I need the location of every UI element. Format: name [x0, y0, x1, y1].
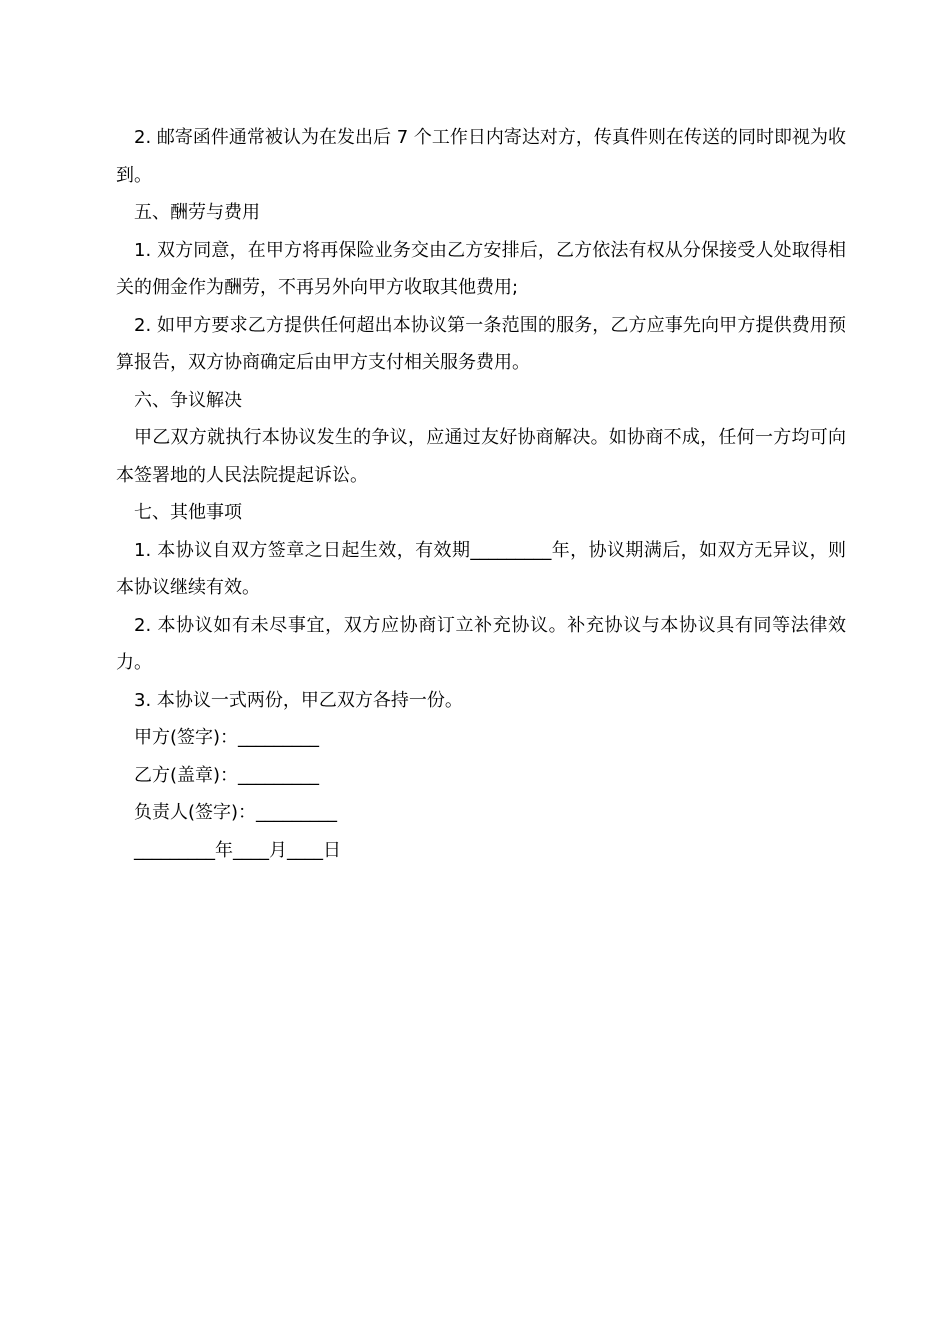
signature-party-b: 乙方(盖章)：_________ — [134, 764, 320, 786]
section-heading-other: 七、其他事项 — [134, 502, 242, 523]
section-heading-remuneration: 五、酬劳与费用 — [134, 202, 260, 223]
section-heading-dispute: 六、争议解决 — [134, 389, 242, 411]
clause-validity: 1. 本协议自双方签章之日起生效，有效期_________年，协议期满后，如双方无异议，则本协议继续有效。 — [116, 539, 846, 598]
clause-supplement: 2. 本协议如有未尽事宜，双方应协商订立补充协议。补充协议与本协议具有同等法律效力。 — [116, 614, 846, 673]
clause-commission: 1. 双方同意，在甲方将再保险业务交由乙方安排后，乙方依法有权从分保接受人处取得相关的佣金作为酬劳，不再另外向甲方收取其他费用; — [116, 239, 846, 298]
clause-dispute-resolution: 甲乙双方就执行本协议发生的争议，应通过友好协商解决。如协商不成，任何一方均可向本签署地的人民法院提起诉讼。 — [116, 427, 846, 486]
clause-extra-services: 2. 如甲方要求乙方提供任何超出本协议第一条范围的服务，乙方应事先向甲方提供费用预算报告，双方协商确定后由甲方支付相关服务费用。 — [116, 314, 846, 373]
signature-responsible-person: 负责人(签字)：_________ — [134, 802, 338, 823]
signature-party-a: 甲方(签字)：_________ — [134, 727, 320, 748]
document-body — [116, 119, 846, 869]
clause-mail-delivery: 2. 邮寄函件通常被认为在发出后 7 个工作日内寄达对方，传真件则在传送的同时即视为收到。 — [116, 127, 846, 186]
signature-date: _________年____月____日 — [134, 839, 341, 861]
clause-copies: 3. 本协议一式两份，甲乙双方各持一份。 — [134, 689, 463, 711]
